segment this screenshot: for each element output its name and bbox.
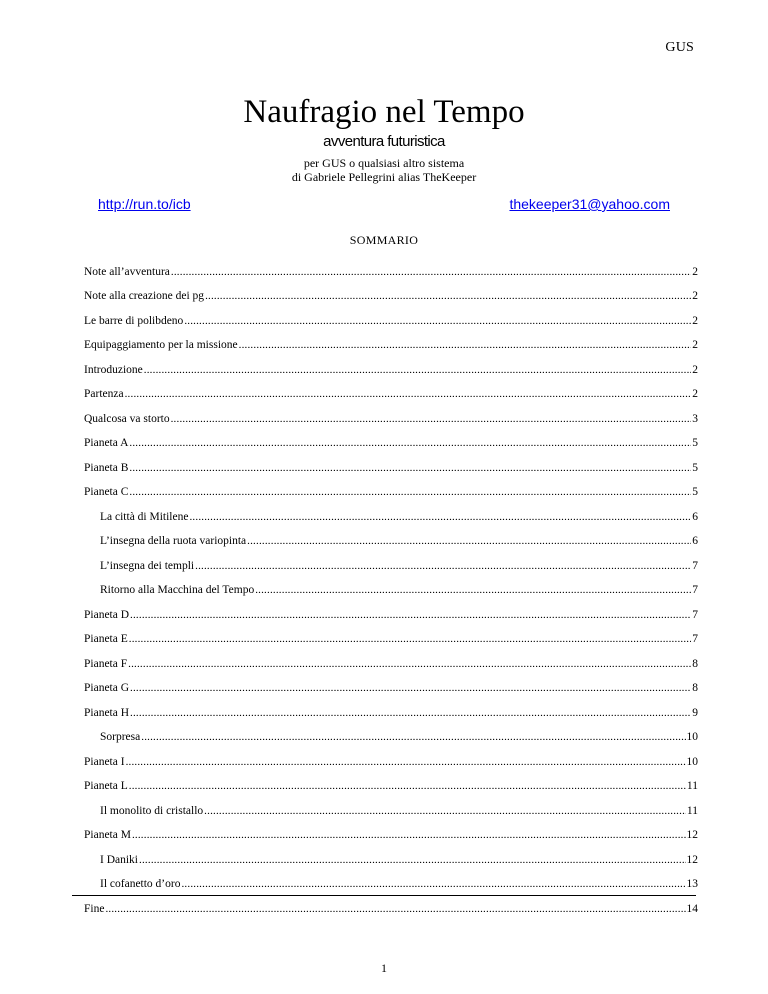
toc-dot-leader [255,581,691,593]
toc-entry-title: Pianeta M [84,829,131,841]
toc-entry[interactable] [84,253,698,278]
system-note: per GUS o qualsiasi altro sistema [303,156,465,170]
toc-entry[interactable] [84,841,698,866]
table-of-contents [84,253,698,915]
toc-heading: SOMMARIO [349,233,419,247]
toc-dot-leader [189,508,691,520]
toc-entry-title: Introduzione [84,363,143,376]
toc-entry-title: Pianeta E [84,633,128,645]
toc-entry[interactable] [84,890,698,915]
toc-entry[interactable] [84,376,698,401]
email-link[interactable]: thekeeper31@yahoo.com [509,196,670,212]
toc-entry-page: 7 [692,633,698,645]
toc-entry-title: Pianeta A [84,437,129,449]
toc-entry-page: 2 [692,265,698,278]
toc-dot-leader [181,875,685,887]
toc-entry-page: 11 [686,804,698,817]
toc-entry-page: 12 [686,829,698,841]
document-title: Naufragio nel Tempo [243,94,525,130]
toc-entry[interactable] [84,719,698,744]
author-line: di Gabriele Pellegrini alias TheKeeper [291,170,477,184]
toc-entry[interactable] [84,400,698,425]
toc-entry[interactable] [84,547,698,572]
toc-entry-title: Pianeta I [84,755,125,768]
toc-entry[interactable] [84,670,698,695]
toc-entry-title: Pianeta C [84,486,129,498]
toc-entry-page: 11 [686,780,698,792]
toc-entry-page: 10 [686,755,698,768]
toc-dot-leader [171,263,691,275]
toc-entry-page: 6 [692,510,698,523]
toc-entry[interactable] [84,498,698,523]
toc-dot-leader [105,900,685,912]
toc-entry-page: 5 [692,486,698,498]
toc-entry[interactable] [84,474,698,499]
toc-entry[interactable] [84,792,698,817]
toc-dot-leader [247,532,691,544]
toc-entry[interactable] [84,694,698,719]
toc-entry-page: 2 [692,388,698,400]
toc-entry-page: 2 [692,339,698,351]
toc-entry-page: 8 [692,682,698,694]
toc-dot-leader [126,753,686,765]
running-header: GUS [665,40,694,55]
toc-entry-page: 14 [686,902,698,915]
toc-entry[interactable] [84,768,698,793]
toc-entry[interactable] [84,425,698,450]
toc-entry-page: 7 [692,584,698,596]
toc-dot-leader [129,777,686,789]
website-link[interactable]: http://run.to/icb [98,196,191,212]
toc-dot-leader [184,312,691,324]
toc-dot-leader [141,728,685,740]
toc-entry-title: Pianeta F [84,657,128,670]
toc-entry-page: 9 [692,706,698,719]
toc-entry[interactable] [84,743,698,768]
toc-dot-leader [239,336,692,348]
toc-entry-page: 3 [692,412,698,425]
toc-entry-title: Sorpresa [100,731,141,743]
toc-entry-page: 12 [686,853,698,866]
toc-entry-title: Equipaggiamento per la missione [84,339,238,351]
toc-entry-title: Pianeta D [84,608,130,621]
toc-entry[interactable] [84,351,698,376]
toc-dot-leader [130,679,691,691]
toc-dot-leader [130,606,691,618]
toc-entry-title: Pianeta H [84,706,130,719]
toc-dot-leader [205,287,691,299]
toc-entry-page: 5 [692,437,698,449]
toc-entry-title: Note all’avventura [84,265,170,278]
toc-entry-title: L’insegna della ruota variopinta [100,535,247,547]
toc-entry-title: La città di Mitilene [100,510,189,523]
toc-entry-page: 5 [692,461,698,474]
toc-entry-title: Note alla creazione dei pg [84,290,205,302]
toc-dot-leader [125,385,692,397]
toc-dot-leader [129,434,691,446]
toc-entry-title: Pianeta B [84,461,129,474]
toc-entry[interactable] [84,449,698,474]
toc-entry-title: Il monolito di cristallo [100,804,204,817]
toc-entry[interactable] [84,645,698,670]
toc-entry-title: Pianeta G [84,682,130,694]
toc-entry-title: Il cofanetto d’oro [100,878,181,890]
toc-entry[interactable] [84,817,698,842]
footer-divider [72,895,696,896]
toc-dot-leader [129,483,691,495]
page-number: 1 [381,961,387,975]
toc-entry-page: 6 [692,535,698,547]
toc-dot-leader [129,630,692,642]
toc-entry-title: Fine [84,902,105,915]
toc-dot-leader [128,655,691,667]
toc-entry-page: 8 [692,657,698,670]
toc-entry[interactable] [84,596,698,621]
toc-entry-page: 7 [692,559,698,572]
toc-entry-title: Pianeta L [84,780,128,792]
toc-entry-page: 2 [692,363,698,376]
toc-dot-leader [195,557,691,569]
toc-entry-page: 13 [686,878,698,890]
toc-entry-page: 10 [686,731,698,743]
toc-entry[interactable] [84,866,698,891]
toc-dot-leader [144,361,691,373]
toc-dot-leader [130,704,691,716]
toc-dot-leader [139,851,685,863]
toc-dot-leader [129,459,691,471]
toc-entry-page: 2 [692,290,698,302]
toc-dot-leader [132,826,686,838]
toc-entry[interactable] [84,327,698,352]
toc-entry-title: Partenza [84,388,124,400]
toc-entry[interactable] [84,621,698,646]
toc-entry[interactable] [84,523,698,548]
toc-dot-leader [171,410,692,422]
toc-entry-page: 2 [692,314,698,327]
toc-entry-page: 7 [692,608,698,621]
toc-entry[interactable] [84,278,698,303]
document-subtitle: avventura futuristica [323,133,445,150]
toc-entry[interactable] [84,572,698,597]
toc-entry-title: L’insegna dei templi [100,559,195,572]
toc-entry-title: I Daniki [100,853,139,866]
toc-entry-title: Qualcosa va storto [84,412,170,425]
toc-entry-title: Ritorno alla Macchina del Tempo [100,584,255,596]
toc-entry-title: Le barre di polibdeno [84,314,184,327]
toc-entry[interactable] [84,302,698,327]
toc-dot-leader [204,802,686,814]
